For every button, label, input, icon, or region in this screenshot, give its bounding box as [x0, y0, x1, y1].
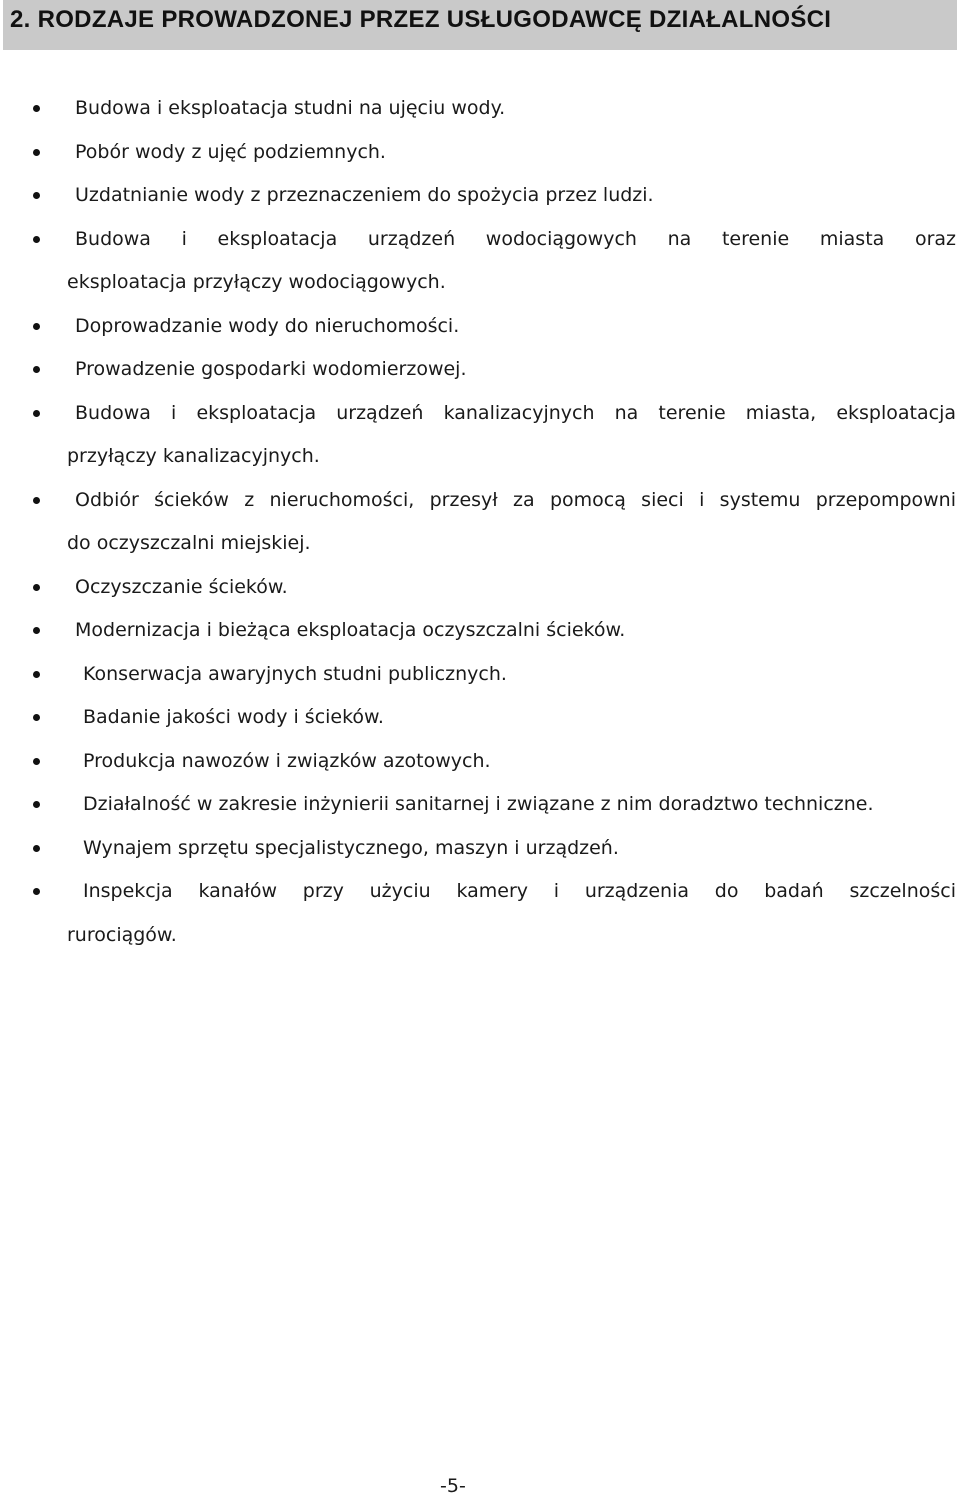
- list-item-text: Modernizacja i bieżąca eksploatacja oczyszczalni ścieków.: [75, 619, 626, 641]
- list-item-text: Konserwacja awaryjnych studni publicznych.: [83, 662, 507, 685]
- section-heading-bar: [3, 0, 957, 50]
- bullet-icon: [33, 497, 40, 504]
- bullet-icon: [33, 323, 40, 330]
- list-item-text: Badanie jakości wody i ścieków.: [83, 706, 384, 728]
- list-item-continuation: eksploatacja przyłączy wodociągowych.: [67, 271, 446, 293]
- list-item: [0, 174, 960, 218]
- bullet-icon: [33, 236, 40, 243]
- bullet-icon: [33, 801, 40, 808]
- bullet-icon: [33, 627, 40, 634]
- list-item-continuation: rurociągów.: [67, 923, 177, 946]
- list-item: [0, 653, 960, 697]
- list-item: [0, 696, 960, 740]
- section-heading: 2. RODZAJE PROWADZONEJ PRZEZ USŁUGODAWCĘ DZIAŁALNOŚCI: [10, 6, 832, 33]
- list-item: [0, 783, 960, 827]
- list-item-text: Pobór wody z ujęć podziemnych.: [75, 140, 386, 163]
- bullet-icon: [33, 149, 40, 156]
- list-item: [0, 131, 960, 175]
- list-item-text: Odbiór ścieków z nieruchomości, przesył za pomocą sieci i systemu przepompowni: [75, 488, 956, 511]
- list-item: [0, 87, 960, 131]
- list-item: [0, 305, 960, 349]
- list-item-continuation: do oczyszczalni miejskiej.: [67, 532, 311, 554]
- bullet-icon: [33, 714, 40, 721]
- list-item-text: Budowa i eksploatacja urządzeń kanalizacyjnych na terenie miasta, eksploatacja: [75, 401, 956, 424]
- bullet-icon: [33, 584, 40, 591]
- activity-list: [0, 87, 960, 957]
- list-item-continuation: przyłączy kanalizacyjnych.: [67, 445, 320, 467]
- list-item-text: Doprowadzanie wody do nieruchomości.: [75, 314, 460, 337]
- list-item: [0, 392, 960, 479]
- list-item: [0, 566, 960, 610]
- list-item: [0, 870, 960, 957]
- list-item-text: Budowa i eksploatacja studni na ujęciu wody.: [75, 97, 506, 119]
- bullet-icon: [33, 410, 40, 417]
- bullet-icon: [33, 758, 40, 765]
- list-item: [0, 740, 960, 784]
- bullet-icon: [33, 671, 40, 678]
- bullet-icon: [33, 105, 40, 112]
- list-item-text: Produkcja nawozów i związków azotowych.: [83, 749, 491, 772]
- list-item-text: Prowadzenie gospodarki wodomierzowej.: [75, 358, 467, 380]
- list-item: [0, 218, 960, 305]
- list-item-text: Uzdatnianie wody z przeznaczeniem do spożycia przez ludzi.: [75, 184, 654, 206]
- list-item-text: Inspekcja kanałów przy użyciu kamery i urządzenia do badań szczelności: [83, 880, 956, 902]
- list-item-text: Budowa i eksploatacja urządzeń wodociągowych na terenie miasta oraz: [75, 227, 956, 250]
- list-item: [0, 827, 960, 871]
- bullet-icon: [33, 192, 40, 199]
- list-item-text: Działalność w zakresie inżynierii sanitarnej i związane z nim doradztwo techniczne.: [83, 793, 874, 815]
- bullet-icon: [33, 845, 40, 852]
- list-item: [0, 609, 960, 653]
- list-item-text: Oczyszczanie ścieków.: [75, 575, 288, 598]
- list-item: [0, 479, 960, 566]
- bullet-icon: [33, 888, 40, 895]
- bullet-icon: [33, 366, 40, 373]
- list-item: [0, 348, 960, 392]
- page-number: -5-: [440, 1475, 466, 1497]
- list-item-text: Wynajem sprzętu specjalistycznego, maszyn i urządzeń.: [83, 836, 619, 859]
